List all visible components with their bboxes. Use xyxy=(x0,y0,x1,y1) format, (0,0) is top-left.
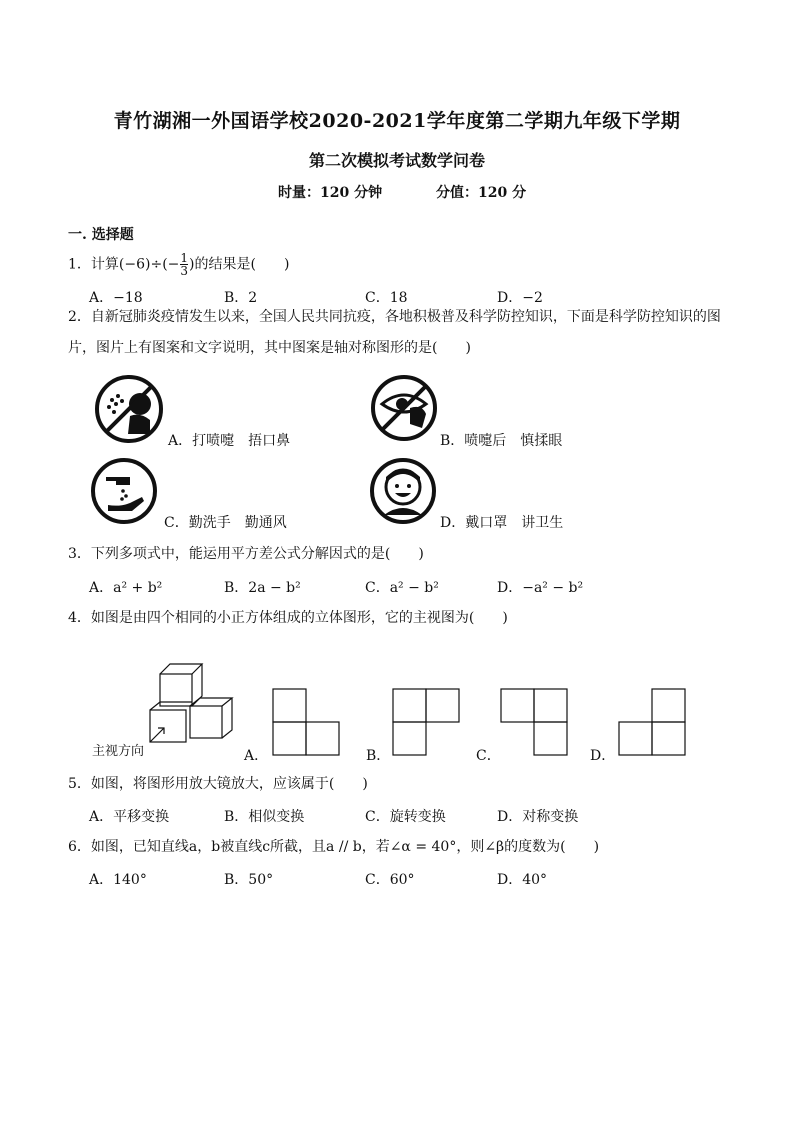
q2-option-b[interactable]: B．喷嚏后 慎揉眼 xyxy=(440,433,563,449)
q2-option-a[interactable]: A．打喷嚏 捂口鼻 xyxy=(168,433,291,449)
eye-rub-icon xyxy=(370,374,438,442)
question-5: 5．如图，将图形用放大镜放大，应该属于( ) xyxy=(68,776,368,792)
exam-subtitle: 第二次模拟考试数学问卷 xyxy=(308,151,485,170)
q2-option-d[interactable]: D．戴口罩 讲卫生 xyxy=(440,515,564,531)
q1-option-c[interactable]: C．18 xyxy=(365,290,408,306)
q6-option-d[interactable]: D．40° xyxy=(497,872,548,888)
q6-option-c[interactable]: C．60° xyxy=(365,872,415,888)
q4-option-a-view[interactable] xyxy=(272,688,342,756)
fraction xyxy=(180,252,188,277)
q5-option-b[interactable]: B．相似变换 xyxy=(224,809,305,825)
q5-option-c[interactable]: C．旋转变换 xyxy=(365,809,446,825)
question-6: 6．如图，已知直线a，b被直线c所截，且a // b，若∠α = 40°，则∠β的度数为( ) xyxy=(68,839,600,855)
q6-option-a[interactable]: A．140° xyxy=(89,872,147,888)
q4-option-a-label[interactable]: A． xyxy=(244,748,269,764)
q4-option-b-label[interactable]: B． xyxy=(366,748,391,764)
exam-title: 青竹湖湘一外国语学校2020-2021学年度第二学期九年级下学期 xyxy=(113,110,681,132)
hand-wash-icon xyxy=(90,457,158,525)
exam-time: 时量：120 分钟 xyxy=(278,185,383,201)
question-1-suffix: )的结果是( ) xyxy=(189,256,290,273)
question-number: 1． xyxy=(68,256,91,273)
q1-option-d[interactable]: D．−2 xyxy=(497,290,543,306)
fraction-denominator: 3 xyxy=(180,264,189,278)
q4-option-c-view[interactable] xyxy=(500,688,570,756)
mask-face-icon xyxy=(368,457,438,525)
exam-score: 分值：120 分 xyxy=(436,185,527,201)
section-title: 一. 选择题 xyxy=(68,227,134,243)
q5-option-d[interactable]: D．对称变换 xyxy=(497,809,579,825)
question-4: 4．如图是由四个相同的小正方体组成的立体图形，它的主视图为( ) xyxy=(68,610,508,626)
q4-option-c-label[interactable]: C． xyxy=(476,748,501,764)
q4-option-b-view[interactable] xyxy=(392,688,462,756)
q3-option-a[interactable]: A．a² + b² xyxy=(89,580,163,596)
q4-option-d-label[interactable]: D． xyxy=(590,748,616,764)
q5-option-a[interactable]: A．平移变换 xyxy=(89,809,170,825)
question-3: 3．下列多项式中，能运用平方差公式分解因式的是( ) xyxy=(68,546,424,562)
q6-option-b[interactable]: B．50° xyxy=(224,872,274,888)
question-2-line-1: 2．自新冠肺炎疫情发生以来，全国人民共同抗疫，各地积极普及科学防控知识，下面是科学防控知识的图 xyxy=(68,309,721,325)
question-2-line-2: 片，图片上有图案和文字说明，其中图案是轴对称图形的是( ) xyxy=(68,340,471,356)
q3-option-d[interactable]: D．−a² − b² xyxy=(497,580,584,596)
q4-option-d-view[interactable] xyxy=(618,688,688,756)
question-1-prefix: 计算(−6)÷(− xyxy=(90,256,180,273)
fraction-numerator: 1 xyxy=(180,251,189,265)
cube-solid-figure xyxy=(146,664,246,746)
view-direction-label: 主视方向 xyxy=(92,744,145,759)
q3-option-c[interactable]: C．a² − b² xyxy=(365,580,439,596)
sneeze-cover-icon xyxy=(94,374,164,444)
q1-option-a[interactable]: A．−18 xyxy=(89,290,143,306)
q2-option-c[interactable]: C．勤洗手 勤通风 xyxy=(164,515,287,531)
q3-option-b[interactable]: B．2a − b² xyxy=(224,580,301,596)
question-1 xyxy=(68,252,289,277)
q1-option-b[interactable]: B．2 xyxy=(224,290,258,306)
